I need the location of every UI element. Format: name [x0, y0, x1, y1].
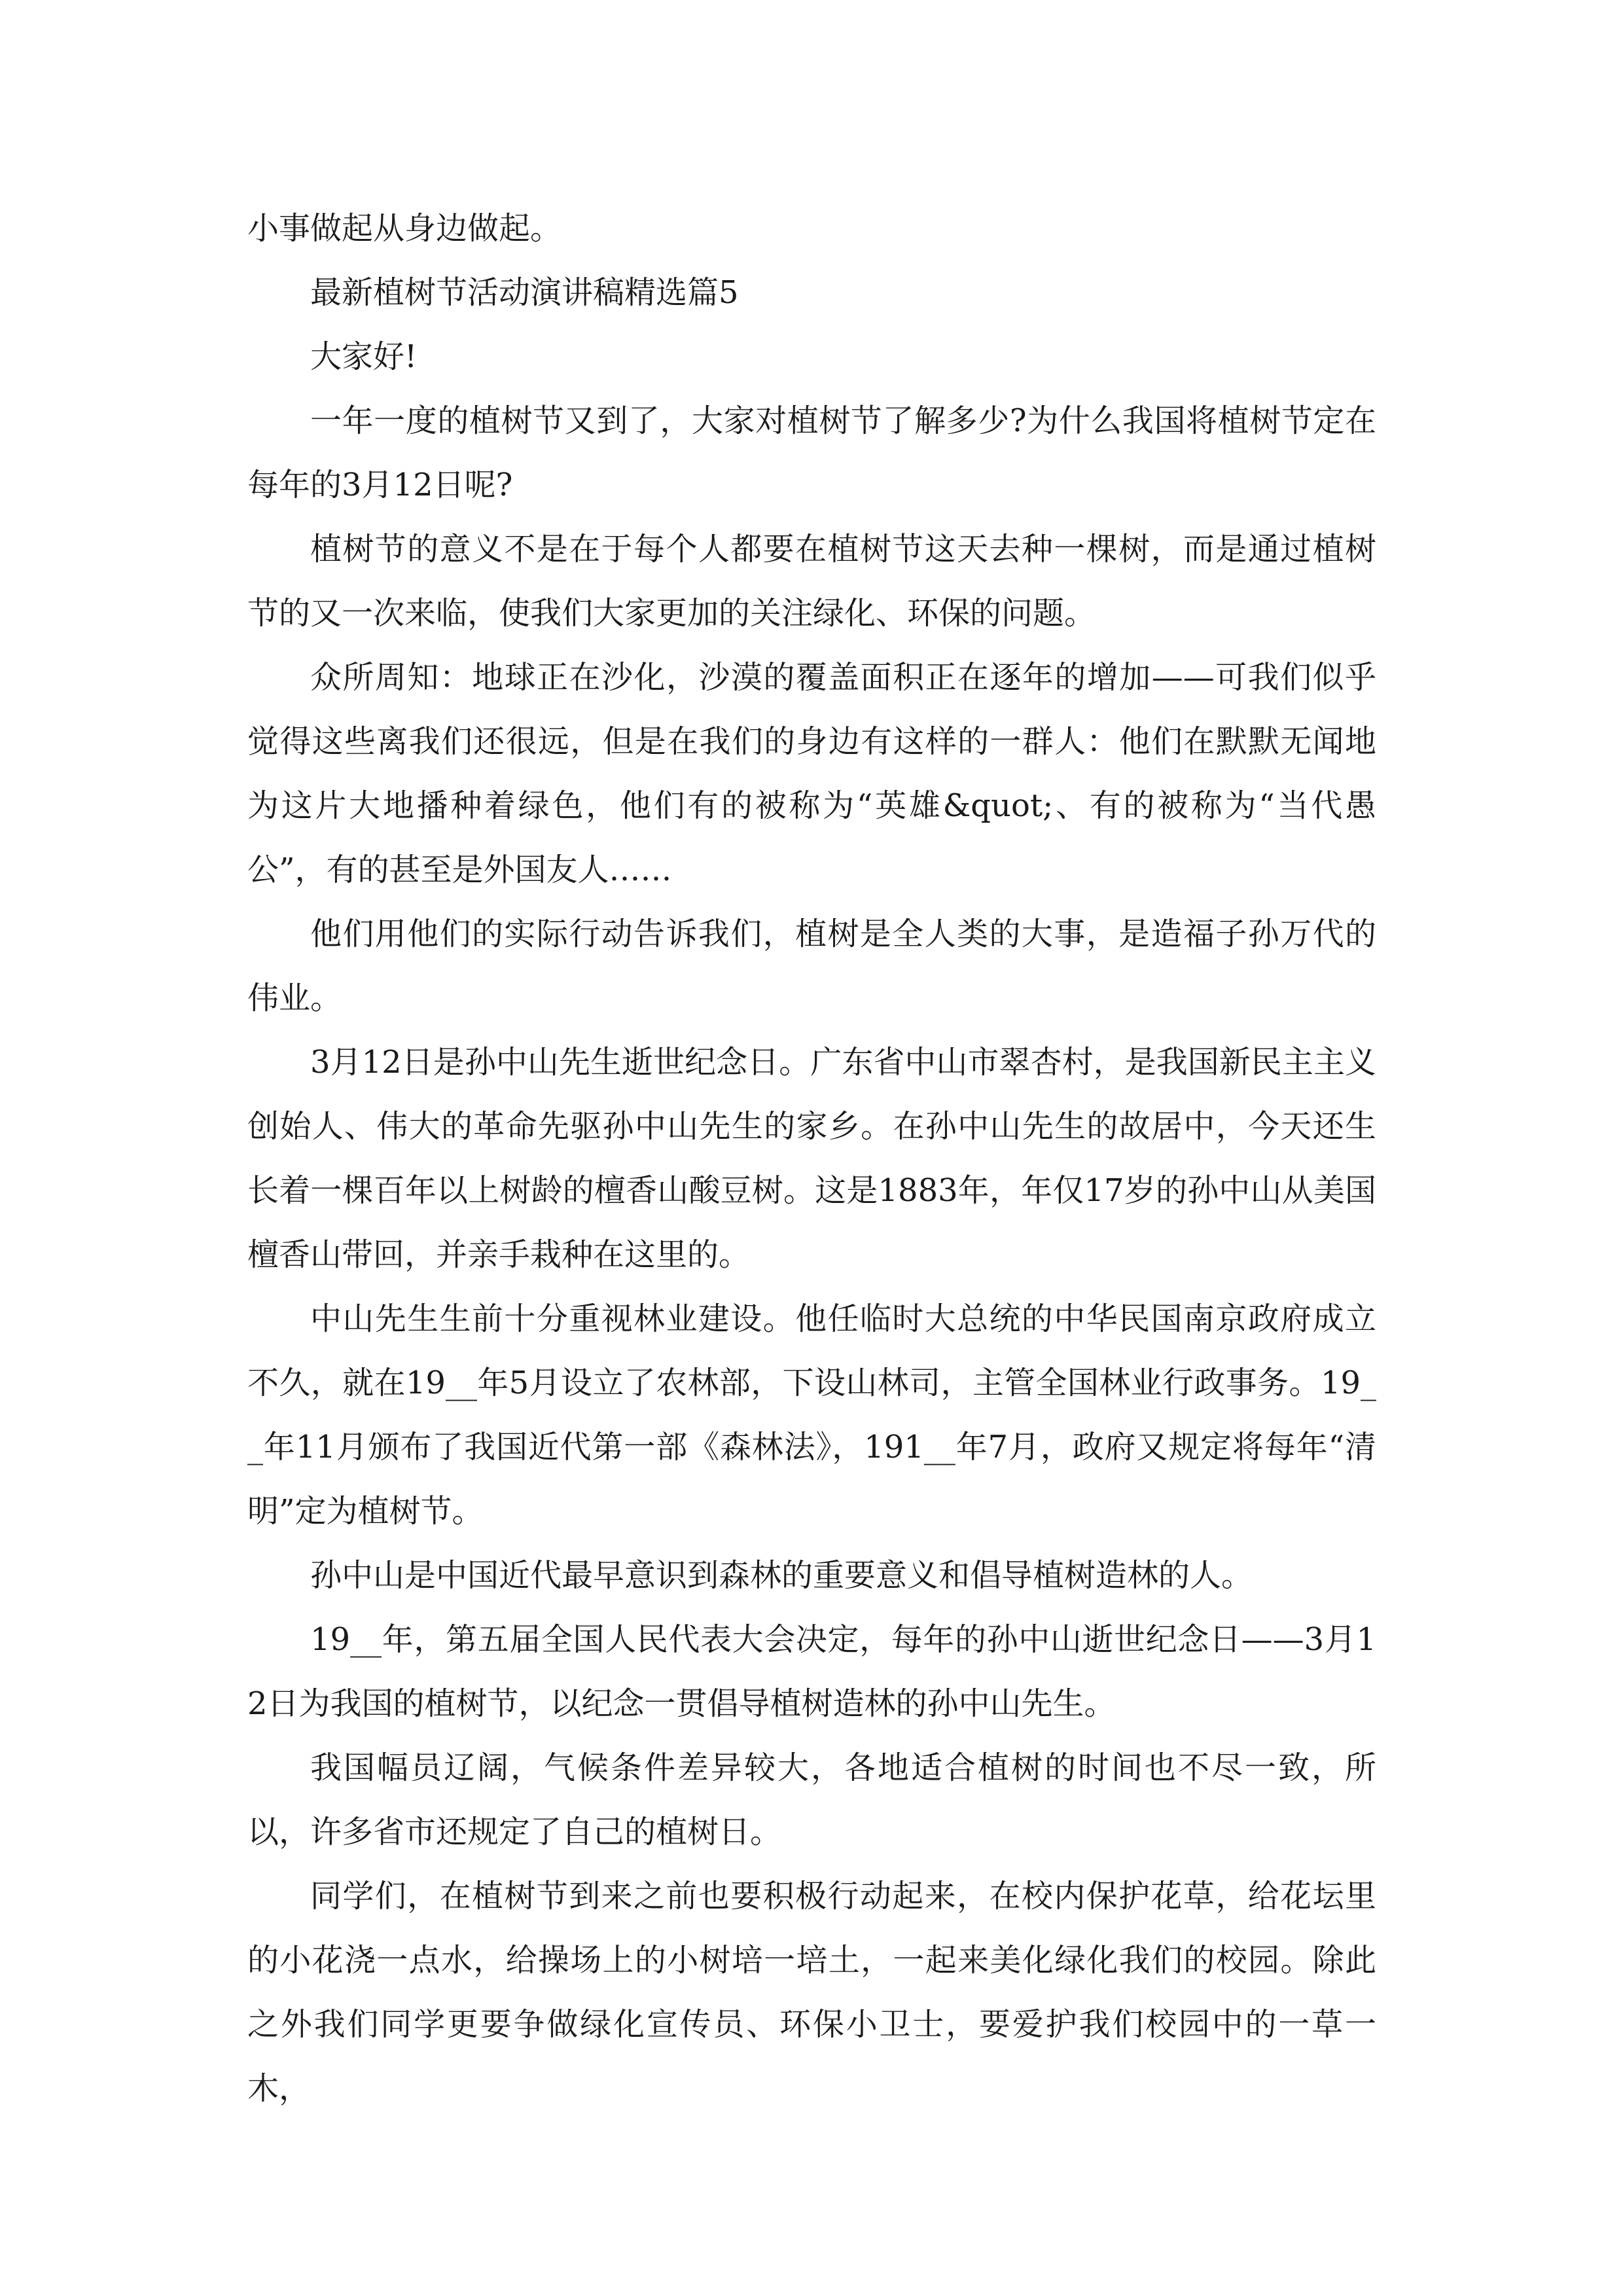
paragraph-6: 众所周知：地球正在沙化，沙漠的覆盖面积正在逐年的增加——可我们似乎觉得这些离我们还很远，但是在我们的身边有这样的一群人：他们在默默无闻地为这片大地播种着绿色，他们有的被称为“英雄&quot;、有的被称为“当代愚公”，有的甚至是外国友人…… [247, 659, 1376, 888]
paragraph-1: 小事做起从身边做起。 [247, 210, 562, 247]
paragraph-7: 他们用他们的实际行动告诉我们，植树是全人类的大事，是造福子孙万代的伟业。 [247, 916, 1376, 1016]
paragraph-12: 我国幅员辽阔，气候条件差异较大，各地适合植树的时间也不尽一致，所以，许多省市还规定了自己的植树日。 [247, 1749, 1376, 1850]
paragraph-5: 植树节的意义不是在于每个人都要在植树节这天去种一棵树，而是通过植树节的又一次来临，使我们大家更加的关注绿化、环保的问题。 [247, 531, 1376, 632]
section-heading: 最新植树节活动演讲稿精选篇5 [310, 274, 739, 311]
paragraph-9: 中山先生生前十分重视林业建设。他任临时大总统的中华民国南京政府成立不久，就在19__年5月设立了农林部，下设山林司，主管全国林业行政事务。19__年11月颁布了我国近代第一部《森林法》，191__年7月，政府又规定将每年“清明”定为植树节。 [247, 1300, 1376, 1530]
greeting: 大家好! [310, 338, 418, 375]
paragraph-10: 孙中山是中国近代最早意识到森林的重要意义和倡导植树造林的人。 [310, 1557, 1253, 1594]
document-body [247, 196, 1376, 2121]
paragraph-11: 19__年，第五届全国人民代表大会决定，每年的孙中山逝世纪念日——3月12日为我国的植树节，以纪念一贯倡导植树造林的孙中山先生。 [247, 1621, 1376, 1722]
paragraph-4: 一年一度的植树节又到了，大家对植树节了解多少?为什么我国将植树节定在每年的3月12日呢? [247, 403, 1376, 503]
paragraph-8: 3月12日是孙中山先生逝世纪念日。广东省中山市翠杏村，是我国新民主主义创始人、伟大的革命先驱孙中山先生的家乡。在孙中山先生的故居中，今天还生长着一棵百年以上树龄的檀香山酸豆树。这是1883年，年仅17岁的孙中山从美国檀香山带回，并亲手栽种在这里的。 [247, 1044, 1376, 1273]
paragraph-13: 同学们，在植树节到来之前也要积极行动起来，在校内保护花草，给花坛里的小花浇一点水，给操场上的小树培一培土，一起来美化绿化我们的校园。除此之外我们同学更要争做绿化宣传员、环保小卫士，要爱护我们校园中的一草一木， [247, 1878, 1376, 2107]
